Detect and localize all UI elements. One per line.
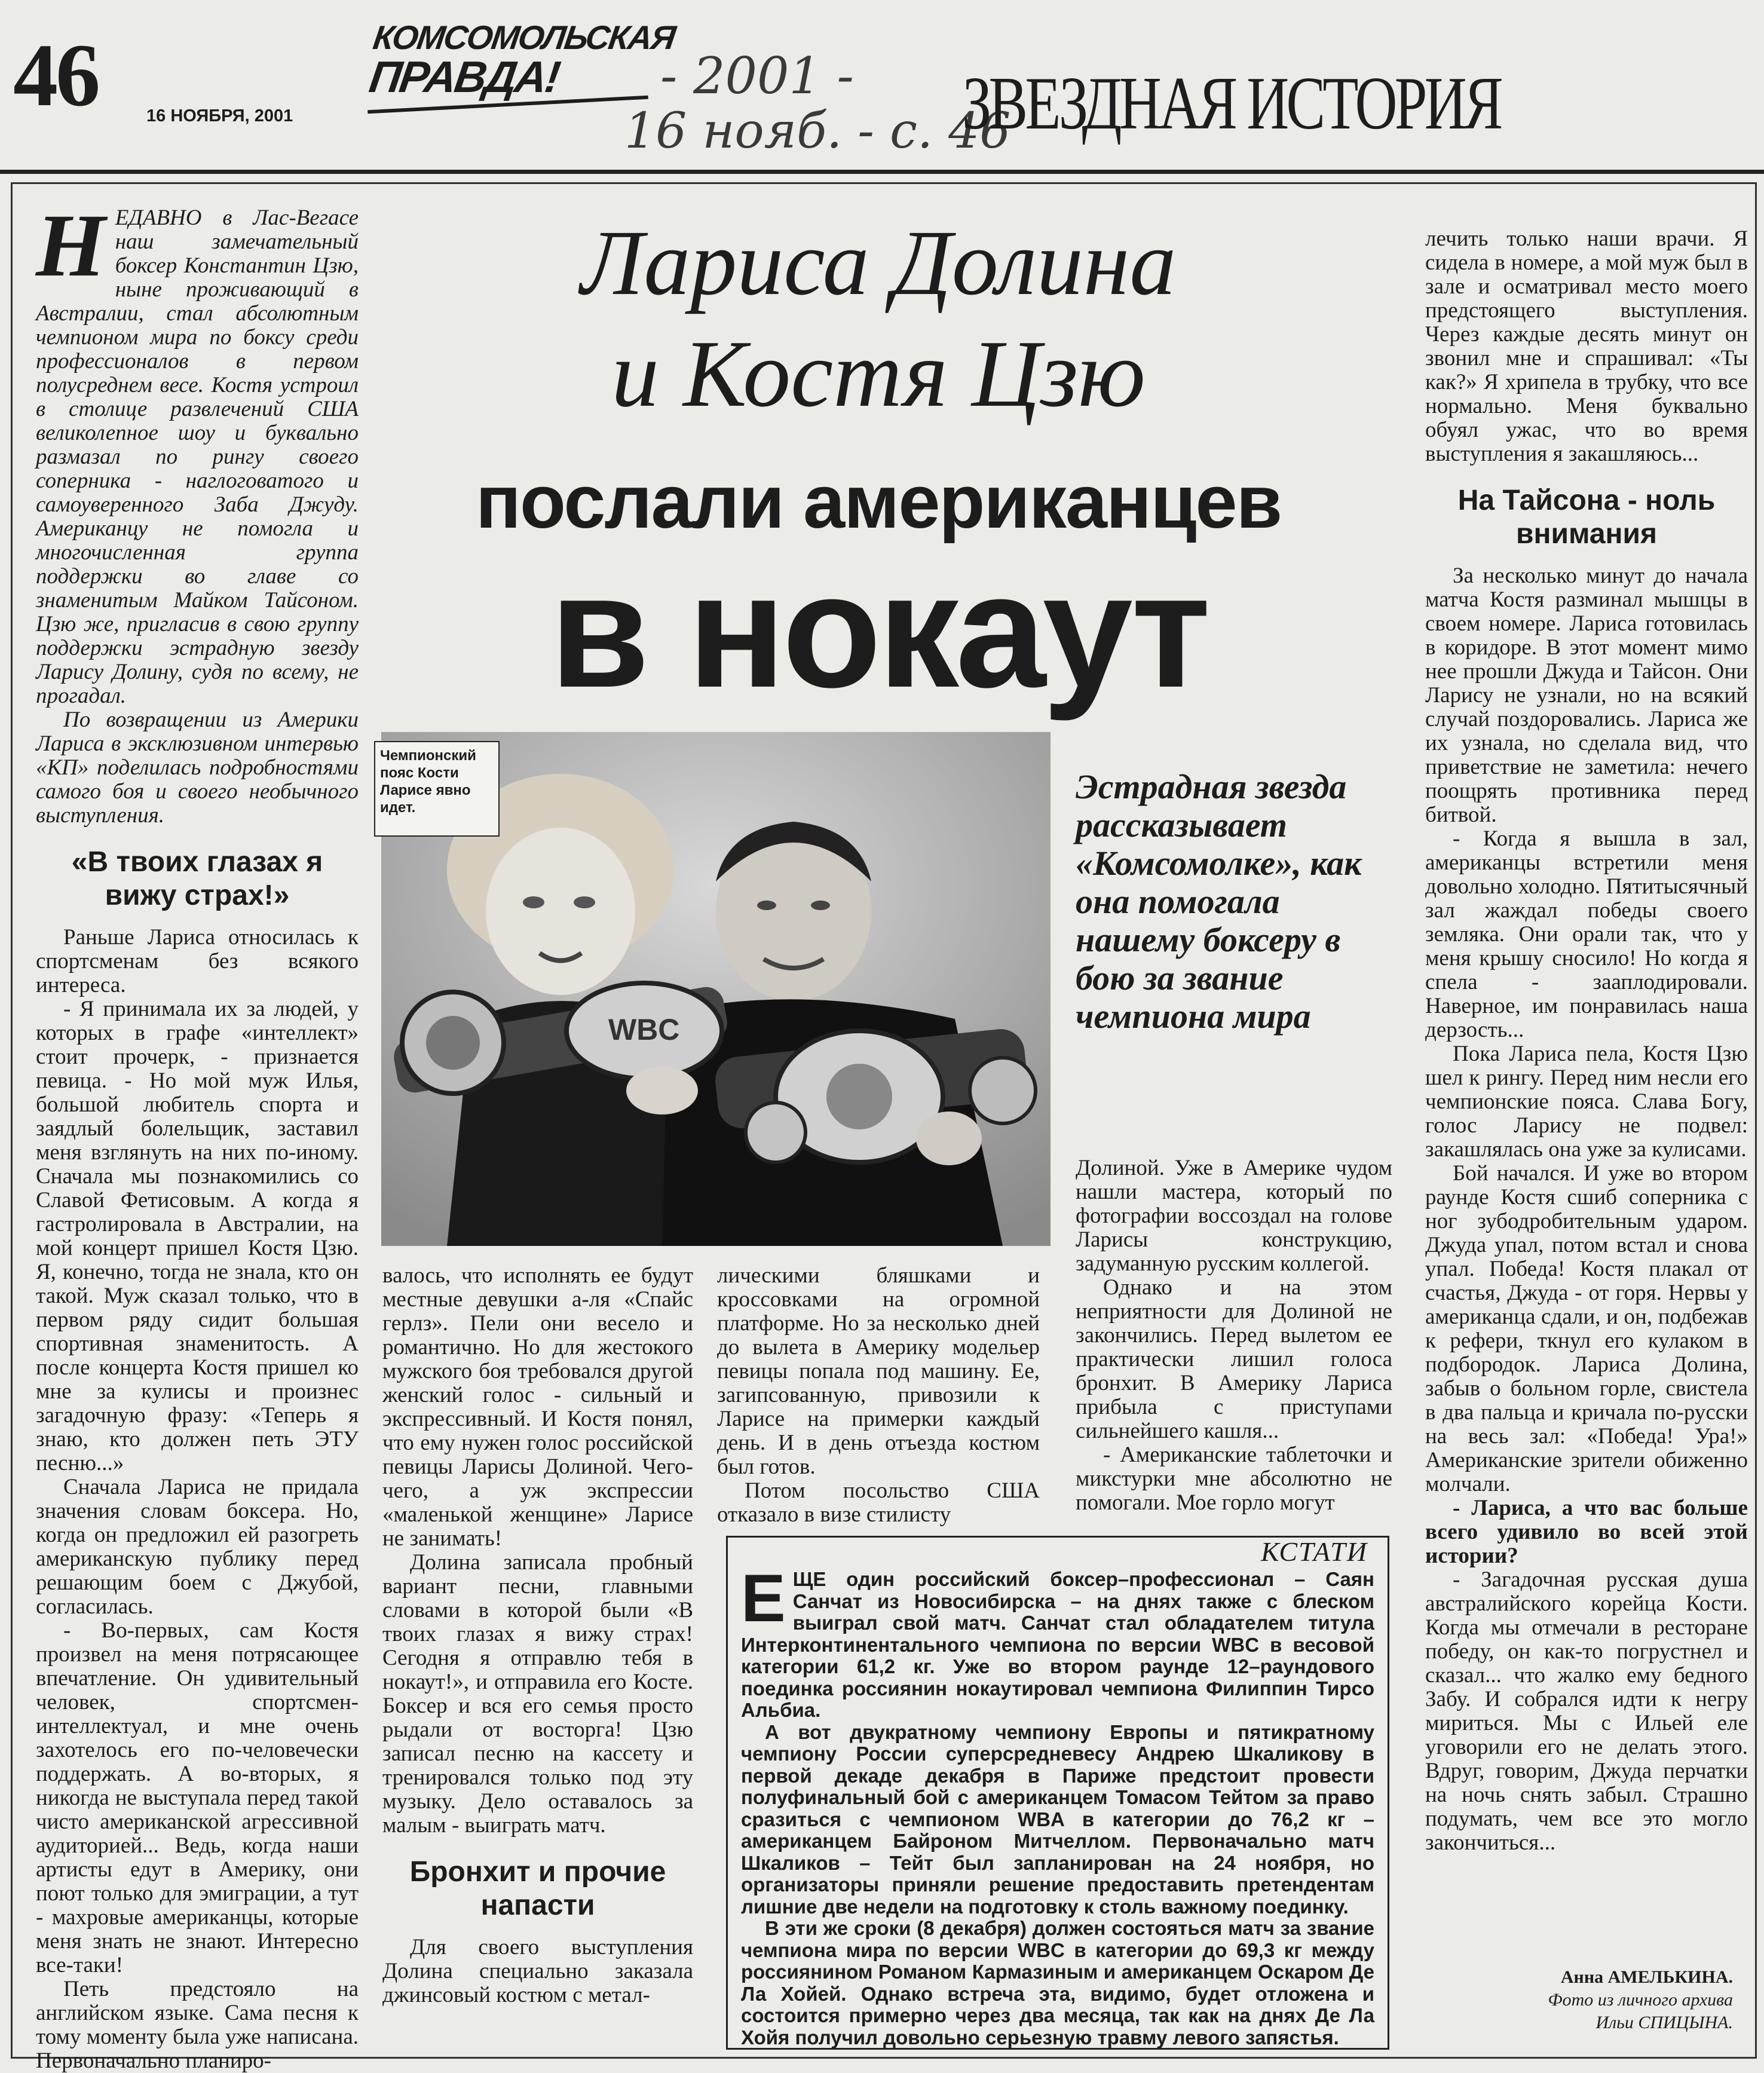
belt-print: WBC bbox=[608, 1013, 680, 1046]
article-column-3 bbox=[717, 1264, 1040, 1527]
lead-paragraph bbox=[36, 196, 359, 708]
paragraph: Для своего выступления Долина специально заказала джинсовый костюм с метал- bbox=[382, 1935, 693, 2007]
paragraph: - Американские таблеточки и микстурки мне абсолютно не помогали. Мое горло могут bbox=[1076, 1443, 1392, 1515]
photo-caption: Чемпионский пояс Кости Ларисе явно идет. bbox=[374, 741, 500, 837]
masthead-line2: ПРАВДА! bbox=[366, 52, 562, 102]
kstati-title: КСТАТИ bbox=[1261, 1536, 1368, 1567]
article-credits bbox=[1422, 1966, 1733, 2034]
paragraph: Раньше Лариса относилась к спортсменам без всякого интереса. bbox=[36, 925, 359, 997]
article-column-2 bbox=[382, 1264, 693, 2047]
paragraph: Бой начался. И уже во втором раунде Костя сшиб соперника с ног зубодробительным ударом. Джуда упал, потом встал и снова упал. Победа! Костя плакал от счастья, Джуда - от горя. Нервы у американца сдали, и он, подбежав к рефери, ткнул его кулаком в подбородок. Лариса Долина, забыв о больном горле, свистела в два пальца и кричала по-русски на весь зал: «Победа! Ура!» Американские зрители обиженно молчали. bbox=[1425, 1161, 1748, 1496]
paragraph: Пока Лариса пела, Костя Цзю шел к рингу. Перед ним несли его чемпионские пояса. Слава Богу, голос Ларису не подвел: закашлялась она уже за кулисами. bbox=[1425, 1042, 1748, 1162]
headline-line-3: послали американцев bbox=[475, 460, 1282, 544]
handwritten-date-note: 16 нояб. - с. 46 bbox=[624, 103, 1011, 160]
masthead-line1: КОМСОМОЛЬСКАЯ bbox=[370, 19, 677, 56]
paragraph: Долина записала пробный вариант песни, главными словами в которой были «В твоих глазах я вижу страх! Сегодня я отправлю тебя в нокаут!», и отправила его Косте. Боксер и вся его семья просто рыдали от восторга! Цзю записал песню на кассету и тренировался только под эту музыку. Дело оставалось за малым - выиграть матч. bbox=[382, 1550, 693, 1838]
subheading-1: «В твоих глазах я вижу страх!» bbox=[71, 846, 323, 911]
kstati-paragraph: А вот двукратному чемпиону Европы и пятикратному чемпиону России суперсредневесу Андрею Шкаликову в первой декаде декабря в Париже предстоит провести полуфинальный бой с американцем Томасом Тейтом за право сразиться с чемпионом WBA в категории до 76,2 кг – американцем Байроном Митчеллом. Первоначально матч Шкаликов – Тейт был запланирован на 24 ноября, но организаторы приняли решение предоставить претендентам лишние две недели на подготовку к столь важному поединку. bbox=[741, 1720, 1374, 1918]
photo-credit-line-2: Ильи СПИЦЫНА. bbox=[1595, 2013, 1733, 2032]
paragraph: валось, что исполнять ее будут местные девушки а-ля «Спайс герлз». Пели они весело и романтично. Но для жестокого мужского боя требовался другой женский голос - сильный и экспрессивный. И Костя понял, что ему нужен голос российской певицы Ларисы Долиной. Чего-чего, а уж экспрессии «маленькой женщине» Ларисе не занимать! bbox=[382, 1263, 693, 1551]
paragraph: лечить только наши врачи. Я сидела в номере, а мой муж был в зале и осматривал место моего предстоящего выступления. Через каждые десять минут он звонил мне и спрашивал: «Ты как?» Я хрипела в трубку, что все нормально. Меня буквально обуял ужас, что во время выступления я закашляюсь... bbox=[1425, 226, 1748, 466]
article-column-4 bbox=[1076, 1156, 1392, 1527]
masthead-logo bbox=[366, 13, 677, 139]
article-column-1 bbox=[36, 196, 359, 2073]
subheading-2: Бронхит и прочие напасти bbox=[409, 1856, 666, 1921]
article-deck: Эстрадная звезда рассказывает «Комсомолке», как она помогала нашему боксеру в бою за звание чемпиона мира bbox=[1076, 767, 1362, 1036]
lead-text: ЕДАВНО в Лас-Вегасе наш замечательный боксер Константин Цзю, ныне проживающий в Австралии, стал абсолютным чемпионом мира по боксу среди профессионалов в первом полусреднем весе. Костя устроил в столице развлечений США великолепное шоу и буквально размазал по рингу своего соперника - наглоговатого и самоуверенного Заба Джуду. Американцу не помогла и многочисленная группа поддержки во главе со знаменитым Майком Тайсоном. Цзю же, пригласив в свою группу поддержки эстрадную звезду Ларису Долину, судя по всему, не прогадал. bbox=[36, 206, 359, 708]
paragraph: - Я принимала их за людей, у которых в графе «интеллект» стоит прочерк, - признается певица. - Но мой муж Илья, большой любитель спорта и заядлый болельщик, заставил меня взглянуть на них по-иному. Сначала мы познакомились со Славой Фетисовым. А когда я гастролировала в Австралии, на мой концерт пришел Костя Цзю. Я, конечно, тогда не знала, кто он такой. Муж сказал только, что в первом ряду сидит большая спортивная знаменитость. А после концерта Костя пришел ко мне за кулисы и произнес загадочную фразу: «Теперь я знаю, кто должен петь ЭТУ песню...» bbox=[36, 997, 359, 1475]
kstati-dropcap: Е bbox=[741, 1561, 786, 1636]
kstati-text bbox=[741, 1561, 1374, 2048]
paragraph: лическими бляшками и кроссовками на огромной платформе. Но за несколько дней до вылета в Америку модельер певицы попала под машину. Ее, загипсованную, привозили к Ларисе на примерки каждый день. И в день отъезда костюм был готов. bbox=[717, 1263, 1040, 1479]
issue-date: 16 НОЯБРЯ, 2001 bbox=[146, 106, 293, 125]
section-title: ЗВЕЗДНАЯ ИСТОРИЯ bbox=[962, 62, 1500, 145]
lead-paragraph-2: По возвращении из Америки Лариса в эксклюзивном интервью «КП» поделилась подробностями самого боя и своего необычного выступления. bbox=[36, 708, 359, 828]
author-name: Анна АМЕЛЬКИНА. bbox=[1560, 1967, 1733, 1987]
paragraph: - Во-первых, сам Костя произвел на меня потрясающее впечатление. Он удивительный человек, спортсмен-интеллектуал, и мне очень захотелось его по-человечески поддержать. А во-вторых, я никогда не выступала перед такой чисто американской агрессивной аудиторией... Ведь, когда наши артисты едут в Америку, они поют только для эмиграции, а тут - махровые американцы, которые меня знать не знают. Интересно все-таки! bbox=[36, 1618, 359, 1977]
kstati-paragraph: В эти же сроки (8 декабря) должен состояться матч за звание чемпиона мира по версии WBC в категории до 69,3 кг между россиянином Романом Кармазиным и американцем Оскаром Де Ла Хойей. Однако встреча эта, видимо, будет отложена и состоится примерно через два месяца, так как на днях Де Ла Хойя получил довольно серьезную травму левого запястья. bbox=[741, 1917, 1374, 2048]
paragraph: - Когда я вышла в зал, американцы встретили меня довольно холодно. Пятитысячный зал жаждал победы своего земляка. Они орали так, что у меня крышу сносило! Но когда я спела - зааплодировали. Наверное, им понравилась наша дерзость... bbox=[1425, 826, 1748, 1042]
interview-question: - Лариса, а что вас больше всего удивило во всей этой истории? bbox=[1425, 1496, 1748, 1568]
paragraph: За несколько минут до начала матча Костя разминал мышцы в своем номере. Лариса готовилась в коридоре. В этот момент мимо нее прошли Джуда и Тайсон. Они Ларису не узнали, но на всякий случай поздоровались. Лариса же их узнала, но сделала вид, что приветствие не заметила: нечего поощрять противника перед битвой. bbox=[1425, 564, 1748, 827]
article-column-5 bbox=[1425, 227, 1748, 1960]
kstati-paragraph-1-text: ЩЕ один российский боксер–профессионал – Саян Санчат из Новосибирска – на днях также с блеском выиграл свой матч. Санчат стал обладателем титула Интерконтинентального чемпиона по версии WBC в весовой категории 61,2 кг. Уже во втором раунде 12–раундового поединка россиянин нокаутировал чемпиона Филиппин Тирсо Альбиа. bbox=[741, 1568, 1374, 1721]
subheading-3: На Тайсона - ноль внимания bbox=[1457, 485, 1716, 550]
headline-line-1: Лариса Долина bbox=[580, 211, 1177, 314]
paragraph: - Загадочная русская душа австралийского корейца Кости. Когда мы отмечали в ресторане победу, он как-то погрустнел и сказал... что жалко ему бедного Забу. И собрался идти к негру мириться. Мы с Ильей еле уговорили его не делать этого. Вдруг, говорим, Джуда перчатки на ночь снять забыл. Страшно подумать, чем все это могло закончиться... bbox=[1425, 1567, 1748, 1855]
handwritten-year: - 2001 - bbox=[660, 47, 854, 105]
page-number: 46 bbox=[13, 26, 98, 125]
photo-credit-line-1: Фото из личного архива bbox=[1548, 1990, 1733, 2010]
paragraph: Потом посольство США отказало в визе стилисту bbox=[717, 1478, 1040, 1527]
kstati-paragraph bbox=[741, 1561, 1374, 1722]
header-divider bbox=[0, 170, 1764, 174]
headline-line-2: и Костя Цзю bbox=[611, 320, 1146, 427]
paragraph: Петь предстояло на английском языке. Сама песня к тому моменту была уже написана. Первоначально планиро- bbox=[36, 1977, 359, 2073]
paragraph: Однако и на этом неприятности для Долиной не закончились. Перед вылетом ее практически лишил голоса бронхит. В Америку Лариса прибыла с приступами сильнейшего кашля... bbox=[1076, 1275, 1392, 1443]
lead-dropcap: Н bbox=[36, 196, 106, 295]
headline-line-4: в нокаут bbox=[549, 540, 1208, 721]
paragraph: Долиной. Уже в Америке чудом нашли мастера, который по фотографии воссоздал на голове Ларисы конструкцию, задуманную русским коллегой. bbox=[1076, 1156, 1392, 1276]
paragraph: Сначала Лариса не придала значения словам боксера. Но, когда он предложил ей разогреть американскую публику перед решающим боем с Джубой, согласилась. bbox=[36, 1475, 359, 1619]
